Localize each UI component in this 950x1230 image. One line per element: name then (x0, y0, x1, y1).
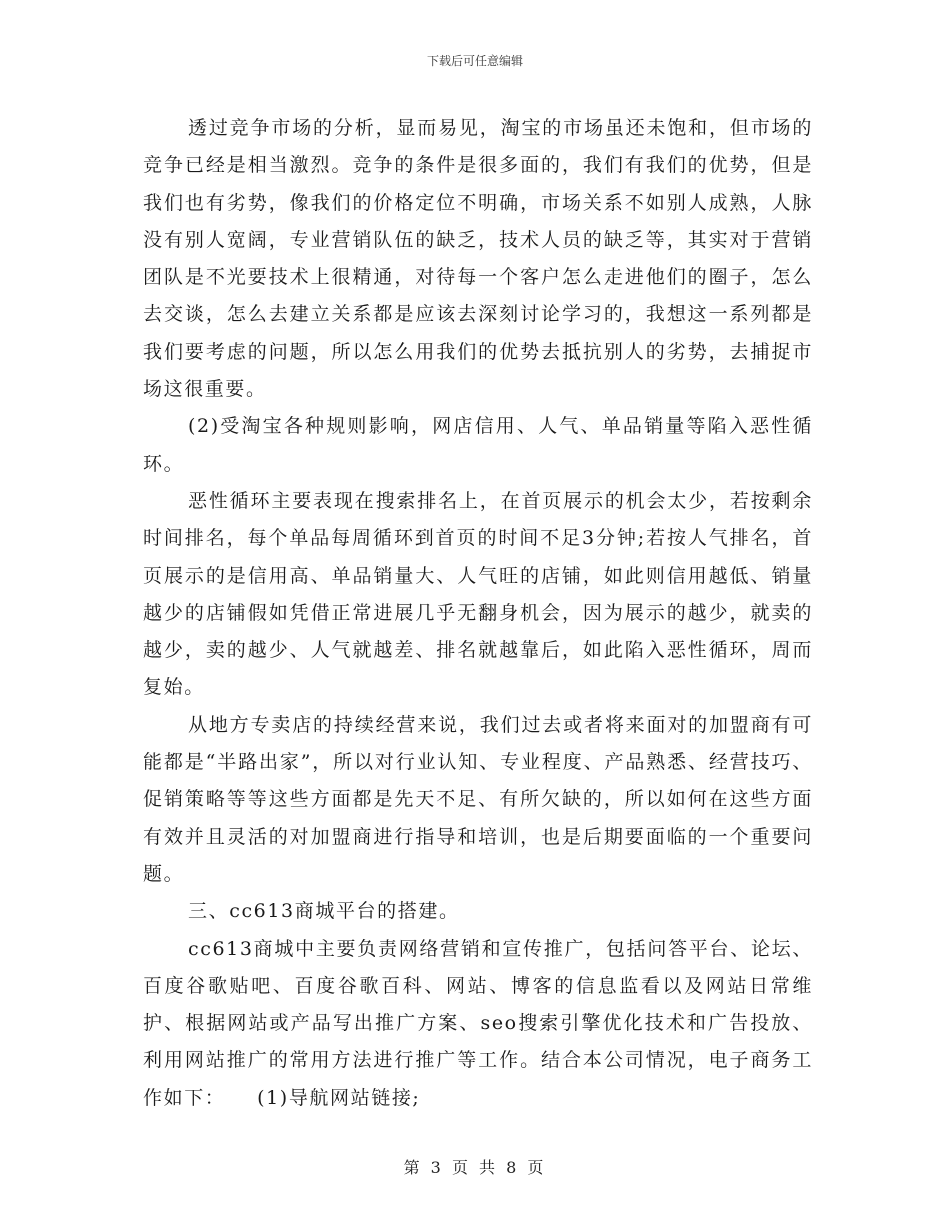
paragraph-taobao-rules: (2)受淘宝各种规则影响，网店信用、人气、单品销量等陷入恶性循环。 (143, 415, 813, 475)
section-heading-platform: 三、cc613商城平台的搭建。 (188, 900, 460, 923)
paragraph-vicious-cycle: 恶性循环主要表现在搜索排名上，在首页展示的机会太少，若按剩余时间排名，每个单品每周循环到首页的时间不足3分钟;若按人气排名，首页展示的是信用高、单品销量大、人气旺的店铺，如此则信用越低、销量越少的店铺假如凭借正常进展几乎无翻身机会，因为展示的越少，就卖的越少，卖的越少、人气就越差、排名就越靠后，如此陷入恶性循环，周而复始。 (143, 489, 813, 699)
page-number-footer: 第 3 页 共 8 页 (403, 1158, 547, 1177)
paragraph-franchise-training: 从地方专卖店的持续经营来说，我们过去或者将来面对的加盟商有可能都是“半路出家”，所以对行业认知、专业程度、产品熟悉、经营技巧、促销策略等等这些方面都是先天不足、有所欠缺的，所以如何在这些方面有效并且灵活的对加盟商进行指导和培训，也是后期要面临的一个重要问题。 (143, 713, 813, 885)
document-body (143, 110, 813, 1117)
paragraph-ecommerce-work: cc613商城中主要负责网络营销和宣传推广，包括问答平台、论坛、百度谷歌贴吧、百度谷歌百科、网站、博客的信息监看以及网站日常维护、根据网站或产品写出推广方案、seo搜索引擎优化技术和广告投放、利用网站推广的常用方法进行推广等工作。结合本公司情况，电子商务工作如下： (1)导航网站链接; (143, 937, 813, 1109)
paragraph-competition-analysis: 透过竞争市场的分析，显而易见，淘宝的市场虽还未饱和，但市场的竞争已经是相当激烈。竞争的条件是很多面的，我们有我们的优势，但是我们也有劣势，像我们的价格定位不明确，市场关系不如别人成熟，人脉没有别人宽阔，专业营销队伍的缺乏，技术人员的缺乏等，其实对于营销团队是不光要技术上很精通，对待每一个客户怎么走进他们的圈子，怎么去交谈，怎么去建立关系都是应该去深刻讨论学习的，我想这一系列都是我们要考虑的问题，所以怎么用我们的优势去抵抗别人的劣势，去捕捉市场这很重要。 (143, 117, 813, 401)
page-header: 下载后可任意编辑 (426, 54, 523, 68)
